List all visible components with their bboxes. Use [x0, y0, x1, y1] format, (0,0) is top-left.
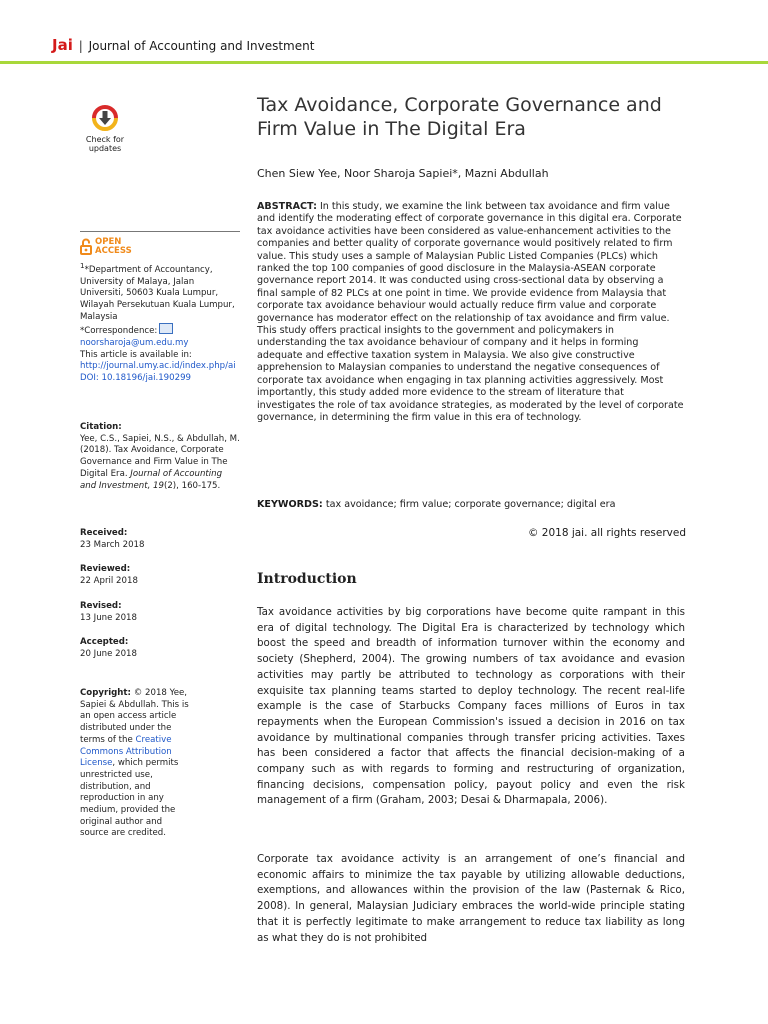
open-access-label: OPEN ACCESS [95, 237, 132, 256]
keywords-label: KEYWORDS: [257, 499, 323, 510]
open-access-badge [80, 238, 132, 255]
article-authors: Chen Siew Yee, Noor Sharoja Sapiei*, Mazni Abdullah [257, 167, 549, 180]
submission-dates [80, 528, 240, 674]
abstract-label: ABSTRACT: [257, 201, 317, 212]
date-accepted: Accepted: 20 June 2018 [80, 637, 137, 659]
copyright-line: © 2018 jai. all rights reserved [527, 527, 686, 539]
affiliation-marker: 1 [80, 261, 85, 270]
header-rule [0, 61, 768, 64]
copyright-label: Copyright: [80, 688, 131, 698]
journal-url-link[interactable]: http://journal.umy.ac.id/index.php/ai [80, 361, 236, 372]
keywords-text: tax avoidance; firm value; corporate governance; digital era [322, 499, 616, 510]
article-title: Tax Avoidance, Corporate Governance and Firm Value in The Digital Era [257, 94, 662, 140]
citation-block [80, 422, 240, 492]
citation-label: Citation: [80, 422, 122, 432]
check-for-updates-badge[interactable] [80, 103, 130, 153]
introduction-heading: Introduction [257, 571, 357, 587]
sidebar-divider [80, 231, 240, 232]
open-lock-icon [80, 238, 92, 255]
abstract [257, 201, 685, 424]
correspondence-email[interactable]: noorsharoja@um.edu.my [80, 338, 189, 349]
journal-name: Journal of Accounting and Investment [88, 39, 315, 53]
date-received: Received: 23 March 2018 [80, 528, 145, 550]
check-updates-icon [90, 103, 120, 133]
journal-logo: Jai [52, 36, 73, 54]
date-revised: Revised: 13 June 2018 [80, 600, 137, 623]
introduction-paragraph-2: Corporate tax avoidance activity is an arrangement of one’s financial and economic affairs to minimize the tax payable by utilizing allowable deductions, exemptions, and allowances within the provision of the law (Pasternak & Rico, 2008). In general, Malaysian Judiciary embraces the world-wide principle stating that it is perfectly legitimate to make arrangement to reduce tax liability as long as what they do is not prohibited [257, 853, 685, 944]
affiliation-text: *Department of Accountancy, University of Malaya, Jalan Universiti, 50603 Kuala Lumpur, Wilayah Persekutuan Kuala Lumpur, Malaysia [80, 264, 235, 322]
date-reviewed: Reviewed: 22 April 2018 [80, 564, 138, 587]
author-affiliation [80, 260, 240, 385]
keywords [257, 499, 685, 511]
email-icon [159, 323, 173, 334]
copyright-notice: Copyright: © 2018 Yee, Sapiei & Abdullah. This is an open access article distributed under the terms of the Creative Commons Attribution License, which permits unrestricted use, distribution, and reproduction in any medium, provided the original author and source are credited. [80, 688, 189, 839]
abstract-text: In this study, we examine the link between tax avoidance and firm value and identify the moderating effect of corporate governance in this digital era. Corporate tax avoidance activities have been considered as value-enhancement activities to the companies and better quality of corporate governance would positively related to firm value. This study uses a sample of Malaysian Public Listed Companies (PLCs) which ranked the top 100 companies of good disclosure in the Malaysia-ASEAN corporate governance report 2014. It was conducted using cross-sectional data by observing a final sample of 82 PLCs at one point in time. We provide evidence from Malaysia that corporate tax avoidance behaviour would actually reduce firm value and corporate governance has moderator effect on the relationship of tax avoidance and firm value. This study offers practical insights to the government and policymakers in understanding the tax avoidance behaviour of company and it helps in forming adequate and effective taxation system in Malaysia. We also give constructive apprehension to Malaysian companies to understand the negative consequences of corporate tax avoidance when engaging in tax planning activities aggressively. Most importantly, this study added more evidence to the stream of literature that investigates the role of tax avoidance strategies, as moderated by the level of corporate governance, in determining the firm value in this era of technology. [257, 201, 684, 423]
introduction-paragraph-1: Tax avoidance activities by big corporations have become quite rampant in this era of digital technology. The Digital Era is characterized by technology which boost the speed and breadth of information turnover within the economy and society (Shepherd, 2004). The growing numbers of tax avoidance and evasion activities may partly be attributed to technology as corporations with their exquisite tax planning teams started to deploy technology. The recent real-life example is the case of Starbucks Company faces millions of Euros in tax repayments when the European Commission's issued a decision in 2016 on tax avoidance by multinational companies through transfer pricing activities. Taxes has been considered a factor that affects the financial decision-making of a company such as with regards to forming and restructuring of organization, financing decisions, compensation policy, payout policy and even the risk management of a firm (Graham, 2003; Desai & Dharmapala, 2006). [257, 606, 685, 807]
citation-text: Yee, C.S., Sapiei, N.S., & Abdullah, M. (2018). Tax Avoidance, Corporate Governance and Firm Value in The Digital Era. [80, 433, 240, 479]
citation-issue: (2), 160-175. [163, 480, 221, 491]
cc-license-link[interactable]: Creative Commons Attribution License [80, 734, 172, 769]
journal-header [52, 36, 314, 58]
correspondence-label: *Correspondence: [80, 326, 158, 337]
header-separator: | [78, 39, 83, 53]
check-updates-label: Check for updates [85, 135, 125, 153]
doi-link[interactable]: DOI: 10.18196/jai.190299 [80, 373, 192, 384]
available-label: This article is available in: [80, 349, 192, 360]
citation-journal: Journal of Accounting and Investment, 19 [80, 468, 223, 491]
